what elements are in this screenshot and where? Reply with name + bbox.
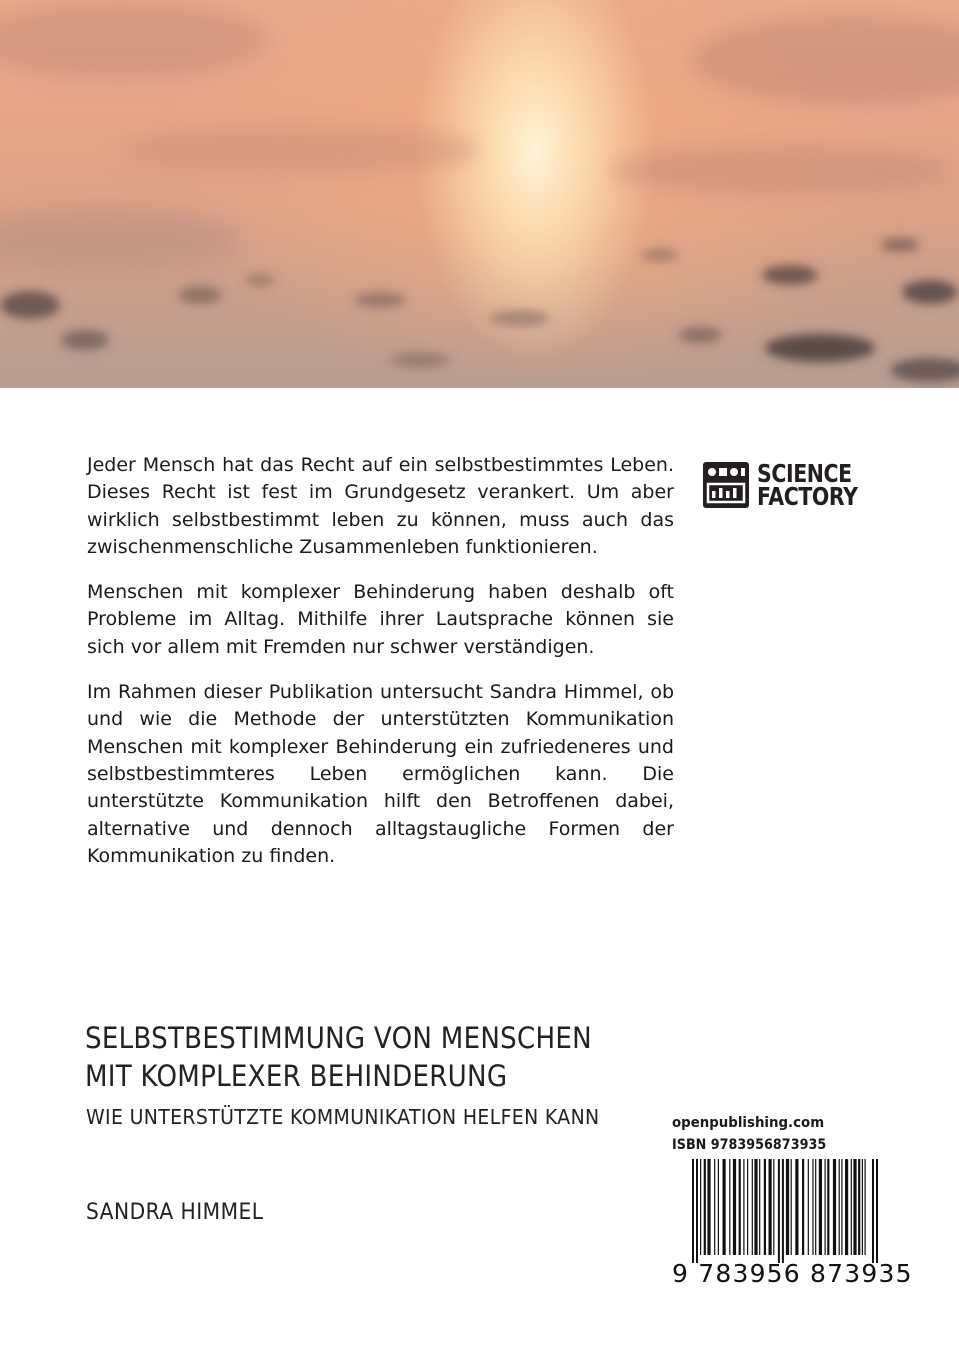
barcode-bar bbox=[759, 1159, 760, 1255]
publisher-url: openpublishing.com bbox=[672, 1115, 825, 1131]
barcode-bar bbox=[808, 1159, 809, 1255]
barcode-bar bbox=[825, 1159, 826, 1255]
barcode-bar bbox=[723, 1159, 726, 1255]
barcode-bar bbox=[876, 1159, 878, 1263]
book-subtitle: WIE UNTERSTÜTZTE KOMMUNIKATION HELFEN KANN bbox=[86, 1105, 600, 1129]
barcode-bar bbox=[733, 1159, 736, 1255]
barcode-bar bbox=[845, 1159, 848, 1255]
barcode-bar bbox=[747, 1159, 748, 1255]
barcode-bar bbox=[853, 1159, 856, 1255]
barcode-bar bbox=[707, 1159, 710, 1255]
barcode-bar bbox=[795, 1159, 798, 1255]
barcode-bar bbox=[839, 1159, 840, 1255]
barcode-bar bbox=[791, 1159, 792, 1255]
barcode-bar bbox=[782, 1159, 784, 1263]
logo-line-2: FACTORY bbox=[757, 482, 858, 511]
barcode-bar bbox=[704, 1159, 706, 1255]
barcode-bar bbox=[696, 1159, 698, 1263]
barcode-bar bbox=[802, 1159, 804, 1255]
sunset-over-water-image bbox=[0, 0, 959, 388]
barcode-bar bbox=[769, 1159, 772, 1255]
barcode-digits: 9 783956 873935 bbox=[672, 1259, 913, 1288]
science-factory-logo-icon bbox=[703, 462, 749, 508]
barcode-bar bbox=[819, 1159, 822, 1255]
barcode-bar bbox=[743, 1159, 744, 1255]
barcode-bar bbox=[858, 1159, 860, 1255]
barcode-bar bbox=[714, 1159, 715, 1255]
book-title bbox=[85, 1019, 705, 1095]
barcode-bar bbox=[764, 1159, 766, 1255]
barcode-bar bbox=[754, 1159, 757, 1255]
barcode-bar bbox=[739, 1159, 741, 1255]
barcode-bar bbox=[812, 1159, 813, 1255]
blurb-paragraph: Menschen mit komplexer Behinderung haben deshalb oft Probleme im Alltag. Mithilfe ihrer Lautsprache können sie sich vor allem mit Fremden nur schwer verständigen. bbox=[87, 581, 674, 658]
book-title-line-1: SELBSTBESTIMMUNG VON MENSCHEN bbox=[85, 1021, 592, 1055]
barcode-bar bbox=[773, 1159, 774, 1255]
barcode-bar bbox=[841, 1159, 842, 1255]
book-title-line-2: MIT KOMPLEXER BEHINDERUNG bbox=[85, 1059, 508, 1093]
barcode-bar bbox=[752, 1159, 753, 1255]
barcode-bar bbox=[865, 1159, 866, 1255]
barcode-bar bbox=[862, 1159, 863, 1255]
barcode-bar bbox=[778, 1159, 780, 1263]
back-cover-blurb bbox=[87, 452, 674, 888]
book-author: SANDRA HIMMEL bbox=[86, 1200, 264, 1225]
science-factory-logo bbox=[703, 459, 880, 511]
barcode-bar bbox=[700, 1159, 701, 1255]
barcode-bar bbox=[692, 1159, 694, 1263]
barcode-bar bbox=[729, 1159, 730, 1255]
barcode-bar bbox=[833, 1159, 836, 1255]
logo-line-1: SCIENCE bbox=[757, 459, 852, 488]
barcode-bar bbox=[827, 1159, 829, 1255]
isbn-label: ISBN 9783956873935 bbox=[672, 1137, 827, 1153]
blurb-paragraph: Im Rahmen dieser Publikation untersucht Sandra Himmel, ob und wie die Methode der unterstützten Kommunikation Menschen mit komplexer Behinderung ein zufriedeneres und selbstbestimmteres Leben ermöglichen kann. Die unterstützte Kommunikation hilft den Betroffenen dabei, alternative und dennoch alltagstaugliche Formen der Kommunikation zu finden. bbox=[87, 681, 674, 867]
barcode-bar bbox=[815, 1159, 816, 1255]
barcode-icon bbox=[672, 1159, 896, 1263]
barcode-bar bbox=[786, 1159, 789, 1255]
isbn-barcode-block bbox=[672, 1115, 913, 1295]
blurb-paragraph: Jeder Mensch hat das Recht auf ein selbstbestimmtes Leben. Dieses Recht ist fest im Grundgesetz verankert. Um aber wirklich selbstbestimmt leben zu können, muss auch das zwischenmenschliche Zusammenleben funktionieren. bbox=[87, 454, 674, 558]
cover-photo bbox=[0, 0, 959, 388]
barcode-bar bbox=[851, 1159, 852, 1255]
barcode-bar bbox=[872, 1159, 874, 1263]
barcode-bar bbox=[718, 1159, 719, 1255]
